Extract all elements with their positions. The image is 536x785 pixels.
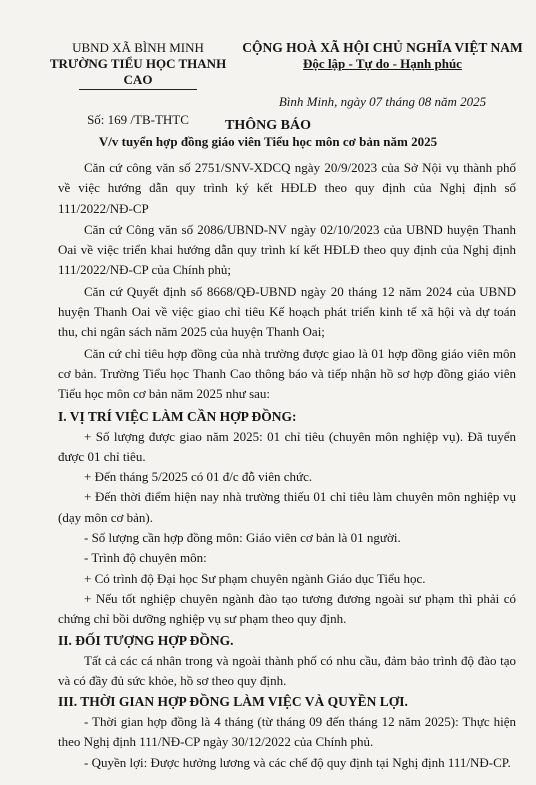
- paragraph: Tất cả các cá nhân trong và ngoài thành phố có nhu cầu, đảm bảo trình độ đào tạo và có đầy đủ sức khỏe, hồ sơ theo quy định.: [58, 652, 516, 688]
- issuer-block: [38, 40, 238, 128]
- paragraph: - Số lượng cần hợp đồng môn: Giáo viên cơ bản là 01 người.: [84, 530, 401, 546]
- place-date: Bình Minh, ngày 07 tháng 08 năm 2025: [278, 94, 487, 109]
- paragraph: + Nếu tốt nghiệp chuyên ngành đào tạo tương đương ngoài sư phạm thì phải có chứng chỉ bồi dưỡng nghiệp vụ sư phạm theo quy định.: [58, 590, 516, 627]
- paragraph: Căn cứ Công văn số 2086/UBND-NV ngày 02/10/2023 của UBND huyện Thanh Oai về việc triển khai hướng dẫn quy trình kí kết HĐLĐ theo quy định của Nghị định 111/2022/NĐ-CP của Chính phủ;: [58, 221, 516, 278]
- paragraph: + Đến thời điểm hiện nay nhà trường thiếu 01 chỉ tiêu làm chuyên môn nghiệp vụ (dạy môn cơ bản).: [58, 489, 516, 525]
- country-name: CỘNG HOÀ XÃ HỘI CHỦ NGHĨA VIỆT NAM: [242, 40, 523, 55]
- national-motto: Độc lập - Tự do - Hạnh phúc: [303, 56, 462, 71]
- paragraph: Căn cứ Quyết định số 8668/QĐ-UBND ngày 20 tháng 12 năm 2024 của UBND huyện Thanh Oai về việc giao chỉ tiêu Kế hoạch phát triển kinh tế xã hội và dự toán thu, chi ngân sách năm 2025 của huyện Thanh Oai;: [58, 283, 516, 340]
- national-header: [240, 40, 525, 110]
- section-heading: III. THỜI GIAN HỢP ĐỒNG LÀM VIỆC VÀ QUYỀN LỢI.: [58, 694, 408, 710]
- paragraph: Căn cứ chỉ tiêu hợp đồng của nhà trường được giao là 01 hợp đồng giáo viên môn cơ bản. Trường Tiểu học Thanh Cao thông báo và tiếp nhận hồ sơ hợp đồng giáo viên Tiểu học môn cơ bản năm 2025 như sau:: [58, 345, 516, 402]
- section-heading: II. ĐỐI TƯỢNG HỢP ĐỒNG.: [58, 632, 234, 648]
- paragraph: + Có trình độ Đại học Sư phạm chuyên ngành Giáo dục Tiểu học.: [84, 570, 426, 586]
- title-block: [0, 117, 536, 150]
- issuer-school: TRƯỜNG TIỂU HỌC THANH CAO: [49, 56, 227, 87]
- paragraph: Căn cứ công văn số 2751/SNV-XDCQ ngày 20/9/2023 của Sở Nội vụ thành phố về việc hướng dẫn quy trình ký kết HĐLĐ theo quy định của Nghị định số 111/2022/NĐ-CP: [58, 160, 516, 216]
- paragraph: - Thời gian hợp đồng là 4 tháng (từ tháng 09 đến tháng 12 năm 2025): Thực hiện theo Nghị định 111/NĐ-CP ngày 30/12/2022 của Chính phủ.: [58, 714, 516, 750]
- section-heading: I. VỊ TRÍ VIỆC LÀM CẦN HỢP ĐỒNG:: [58, 408, 297, 424]
- document-subtitle: V/v tuyển hợp đồng giáo viên Tiểu học môn cơ bản năm 2025: [98, 134, 438, 149]
- issuer-parent-org: UBND XÃ BÌNH MINH: [72, 40, 204, 55]
- issuer-underline: [79, 89, 197, 90]
- document-body: [58, 158, 516, 773]
- paragraph: + Đến tháng 5/2025 có 01 đ/c đỗ viên chức.: [84, 469, 313, 485]
- paragraph: - Quyền lợi: Được hưởng lương và các chế độ quy định tại Nghị định 111/NĐ-CP.: [84, 754, 511, 770]
- document-number: Số: 169 /TB-THTC: [87, 112, 189, 127]
- paragraph: + Số lượng được giao năm 2025: 01 chỉ tiêu (chuyên môn nghiệp vụ). Đã tuyển được 01 chỉ tiêu.: [58, 428, 516, 464]
- paragraph: - Trình độ chuyên môn:: [84, 550, 207, 566]
- document-title: THÔNG BÁO: [225, 118, 311, 133]
